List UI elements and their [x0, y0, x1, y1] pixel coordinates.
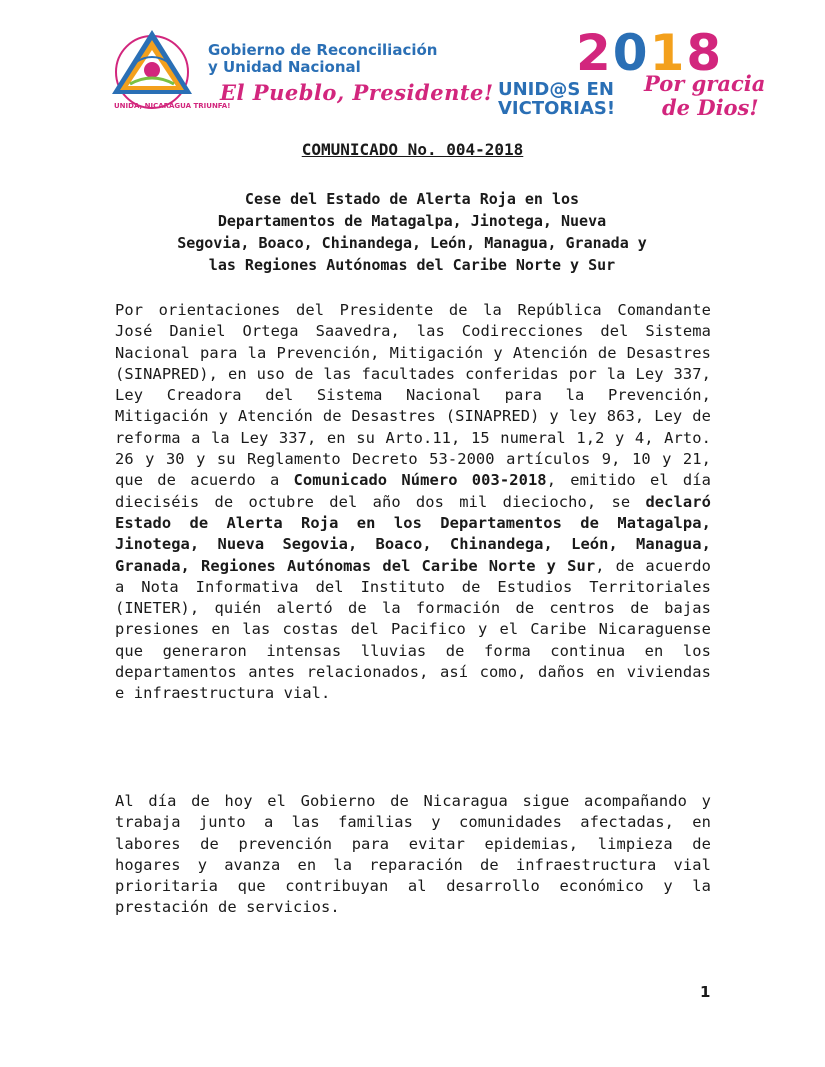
title-text: COMUNICADO No. 004-2018 — [301, 140, 524, 159]
letterhead — [0, 22, 825, 132]
por-gracia-line-2: de Dios! — [662, 95, 759, 120]
por-gracia-line-1: Por gracia — [644, 71, 766, 96]
por-gracia-text — [644, 72, 765, 120]
subtitle-line: Segovia, Boaco, Chinandega, León, Managua, Granada y — [177, 234, 647, 252]
year-digit: 8 — [686, 24, 724, 82]
paragraph-2: Al día de hoy el Gobierno de Nicaragua sigue acompañando y trabaja junto a las familias y comunidades afectadas, en labores de prevención para evitar epidemias, limpieza de hogares y avanza en la reparación de infraestructura vial prioritaria que contribuyan al desarrollo económico y la prestación de servicios. — [115, 792, 711, 917]
government-emblem-logo — [100, 22, 231, 112]
paragraph-1 — [115, 300, 711, 705]
unidos-text — [498, 80, 615, 118]
paragraph-1-text-c: , de acuerdo a Nota Informativa del Instituto de Estudios Territoriales (INETER), quién alertó de la formación de centros de bajas presiones en las costas del Pacifico y el Caribe Nicaraguense que generaron intensas lluvias de forma continua en los departamentos antes relacionados, así como, daños en viviendas e infraestructura vial. — [115, 556, 711, 703]
unidos-line-1: UNID@S EN — [498, 79, 614, 100]
document-title — [0, 140, 825, 159]
campaign-logo — [498, 24, 768, 128]
gov-name-line-1: Gobierno de Reconciliación — [208, 41, 438, 59]
year-digit: 2 — [576, 24, 613, 82]
subtitle-line: las Regiones Autónomas del Caribe Norte y Sur — [208, 256, 616, 274]
document-subtitle — [112, 188, 712, 276]
emblem-ring-text: UNIDA, NICARAGUA TRIUNFA! — [114, 102, 231, 110]
paragraph-1-text-a: Por orientaciones del Presidente de la República Comandante José Daniel Ortega Saavedra, las Codirecciones del Sistema Nacional para la Prevención, Mitigación y Atención de Desastres (SINAPRED), en uso de las facultades conferidas por la Ley 337, Ley Creadora del Sistema Nacional para la Prevención, Mitigación y Atención de Desastres (SINAPRED) y ley 863, Ley de reforma a la Ley 337, en su Arto.11, 15 numeral 1,2 y 4, Arto. 26 y 30 y su Reglamento Decreto 53-2000 artículos 9, 10 y 21, que de acuerdo a — [115, 301, 711, 490]
slogan: El Pueblo, Presidente! — [220, 80, 494, 105]
paragraph-1-bold-a: Comunicado Número 003-2018 — [293, 471, 547, 490]
subtitle-line: Departamentos de Matagalpa, Jinotega, Nueva — [217, 212, 607, 230]
gov-name-line-2: y Unidad Nacional — [208, 58, 361, 76]
unidos-line-2: VICTORIAS! — [498, 98, 616, 119]
subtitle-line: Cese del Estado de Alerta Roja en los — [244, 190, 580, 208]
year-digit: 0 — [612, 24, 650, 82]
government-name — [208, 42, 494, 105]
year-digit: 1 — [649, 24, 687, 82]
paragraph-1-text-b: , emitido el día dieciséis de octubre del año dos mil dieciocho, se — [115, 471, 712, 511]
paragraph-1-bold-b: declaró Estado de Alerta Roja en los Departamentos de Matagalpa, Jinotega, Nueva Segovia, Boaco, Chinandega, León, Managua, Granada, Regiones Autónomas del Caribe Norte y Sur — [115, 492, 711, 575]
page-number: 1 — [700, 983, 711, 1001]
